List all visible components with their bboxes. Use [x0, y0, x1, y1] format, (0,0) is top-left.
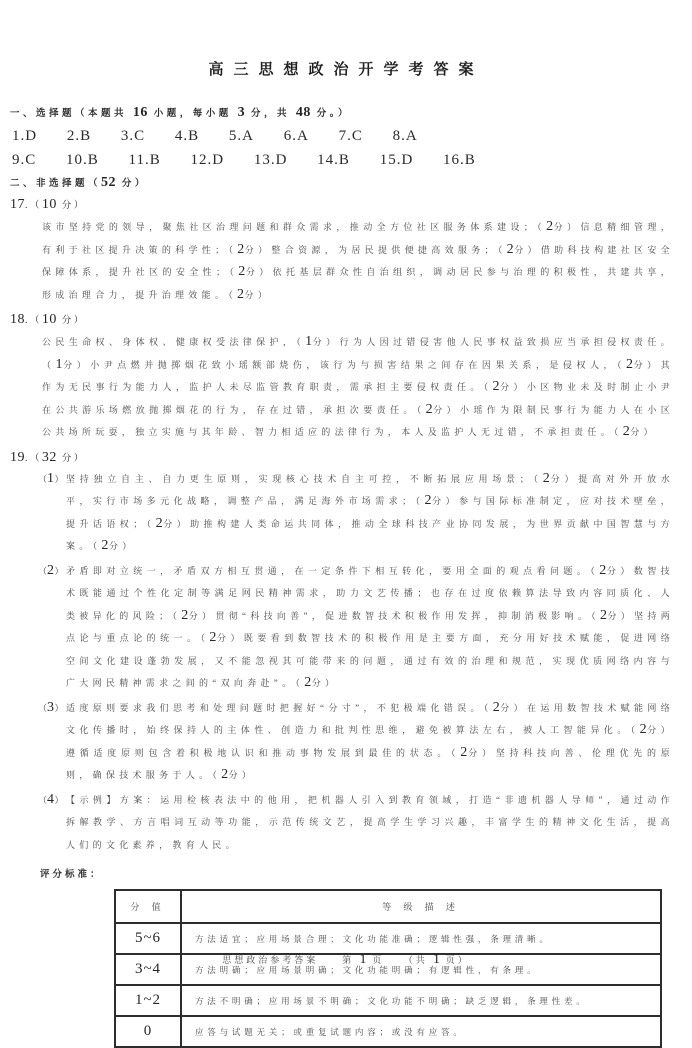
answer-q1: 1.D: [12, 128, 38, 144]
rubric-desc-5-6: 方法适宜；应用场景合理；文化功能准确；逻辑性强，条理清晰。: [181, 923, 661, 954]
question-19-item-1-text: 坚持独立自主、自力更生原则，实现核心技术自主可控，不断拓展应用场景；（2分）提高对外开放水平，实行市场多元化战略，调整产品，满足海外市场需求；（2分）参与国际标准制定，应对技术壁垒，提升话语权；（2分）助推构建人类命运共同体，推动全球科技产业协同发展，为世界贡献中国智慧与方案。（2分）: [66, 470, 674, 553]
rubric-score-0: 0: [115, 1016, 181, 1047]
answer-q15: 15.D: [379, 152, 414, 168]
answer-q14: 14.B: [317, 152, 350, 168]
non-choice-section-heading: 二、非选择题（52 分）: [10, 175, 148, 190]
rubric-score-5-6: 5~6: [115, 923, 181, 954]
answer-q6: 6.A: [283, 128, 309, 144]
question-19-header: 19.（32 分）: [10, 449, 86, 465]
question-19-item-4-text: 【示例】方案：运用检核表法中的他用，把机器人引入到教育领域，打造“非遗机器人导师”，通过动作拆解教学、方言唱词互动等功能，示范传统文艺，提高学生学习兴趣，丰富学生的精神文化生活，提高人们的文化素养，教育人民。: [66, 794, 674, 850]
answer-q11: 11.B: [128, 152, 161, 168]
question-19-item-1: [38, 468, 674, 558]
question-19-item-4-label: （4）: [38, 791, 64, 807]
answer-q8: 8.A: [392, 128, 418, 144]
choice-answers-row-1: [10, 128, 682, 145]
question-19-item-1-label: （1）: [38, 470, 64, 486]
choice-section-heading: 一、选择题（本题共 16 小题，每小题 3 分，共 48 分。）: [10, 105, 352, 120]
question-19-item-3-text: 适度原则要求我们思考和处理问题时把握好“分寸”，不犯极端化错误。（2分）在运用数智技术赋能网络文化传播时，始终保持人的主体性、创造力和批判性思维，避免被算法左右，被人工智能异化。（2分）遵循适度原则包含着积极地认识和推动事物发展到最佳的状态。（2分）坚持科技向善、伦理优先的原则，确保技术服务于人。（2分）: [66, 699, 674, 782]
answer-q12: 12.D: [190, 152, 225, 168]
answer-q16: 16.B: [443, 152, 476, 168]
question-19-item-2-label: （2）: [38, 562, 64, 578]
rubric-table: [114, 889, 662, 1048]
answer-q3: 3.C: [120, 128, 146, 144]
answer-q9: 9.C: [12, 152, 37, 168]
choice-answers-row-2: [10, 152, 682, 169]
answer-q2: 2.B: [66, 128, 92, 144]
question-18-block: [10, 312, 682, 444]
rubric-heading: 评分标准：: [40, 870, 103, 880]
rubric-desc-3-4: 方法明确；应用场景明确；文化功能明确；有逻辑性，有条理。: [181, 954, 661, 985]
question-19-item-4: [38, 789, 674, 857]
question-19-item-3: [38, 697, 674, 787]
question-19-block: [10, 450, 682, 857]
rubric-desc-0: 应答与试题无关；或重复试题内容；或没有应答。: [181, 1016, 661, 1047]
question-17-block: [10, 197, 682, 306]
page-footer: 思想政治参考答案 第 1 页 （共 1 页）: [222, 952, 470, 967]
question-17-header: 17.（10 分）: [10, 197, 86, 212]
page-title: 高三思想政治开学考答案: [208, 62, 484, 78]
rubric-desc-column-header: 等 级 描 述: [181, 890, 661, 923]
answer-q5: 5.A: [228, 128, 254, 144]
rubric-header-row: [115, 890, 661, 923]
question-19-item-2-text: 矛盾即对立统一，矛盾双方相互贯通，在一定条件下相互转化，要用全面的观点看问题。（2分）数智技术既能通过个性化定制等满足网民精神需求，助力文艺传播；也存在过度依赖算法导致内容同质化、人类被异化的风险；（2分）贯彻“科技向善”，促进数智技术积极作用发挥，抑制消极影响。（2分）坚持两点论与重点论的统一。（2分）既要看到数智技术的积极作用是主要方面，充分用好技术赋能，促进网络空间文化建设蓬勃发展，又不能忽视其可能带来的问题，通过有效的治理和规范，实现优质网络内容与广大网民精神需求之间的“双向奔赴”。（2分）: [66, 562, 675, 690]
rubric-score-3-4: 3~4: [115, 954, 181, 985]
rubric-desc-1-2: 方法不明确；应用场景不明确；文化功能不明确；缺乏逻辑，条理性差。: [181, 985, 661, 1016]
rubric-row-1-2: [115, 985, 661, 1016]
answer-q4: 4.B: [174, 128, 200, 144]
answer-q13: 13.D: [253, 152, 288, 168]
question-19-item-3-label: （3）: [38, 699, 64, 715]
answer-q7: 7.C: [338, 128, 363, 144]
question-19-item-2: [38, 560, 675, 695]
rubric-row-5-6: [115, 923, 661, 954]
rubric-score-1-2: 1~2: [115, 985, 181, 1016]
rubric-row-0: [115, 1016, 661, 1047]
question-18-header: 18.（10 分）: [10, 312, 86, 327]
answer-q10: 10.B: [66, 152, 99, 168]
question-18-answer-text: 公民生命权、身体权、健康权受法律保护，（1分）行为人因过错侵害他人民事权益致损应当承担侵权责任。（1分）小尹点燃并抛掷烟花致小瑶额部烧伤，该行为与损害结果之间存在因果关系，是侵权人，（2分）其作为无民事行为能力人，监护人未尽监管教育职责，需承担主要侵权责任。（2分）小区物业未及时制止小尹在公共游乐场燃放抛掷烟花的行为，存在过错，承担次要责任。（2分）小瑶作为限制民事行为能力人在小区公共场所玩耍，独立实施与其年龄、智力相适应的法律行为，本人及监护人无过错，不承担责任。（2分）: [42, 334, 675, 439]
question-17-answer-text: 该市坚持党的领导，聚焦社区治理问题和群众需求，推动全方位社区服务体系建设；（2分）信息精细管理，有利于社区提升决策的科学性；（2分）整合资源，为居民提供便捷高效服务；（2分）借助科技构建社区安全保障体系，提升社区的安全性；（2分）依托基层群众性自治组织，调动居民参与治理的积极性，共建共享，形成治理合力，提升治理效能。（2分）: [42, 219, 675, 302]
rubric-score-column-header: 分 值: [115, 890, 181, 923]
